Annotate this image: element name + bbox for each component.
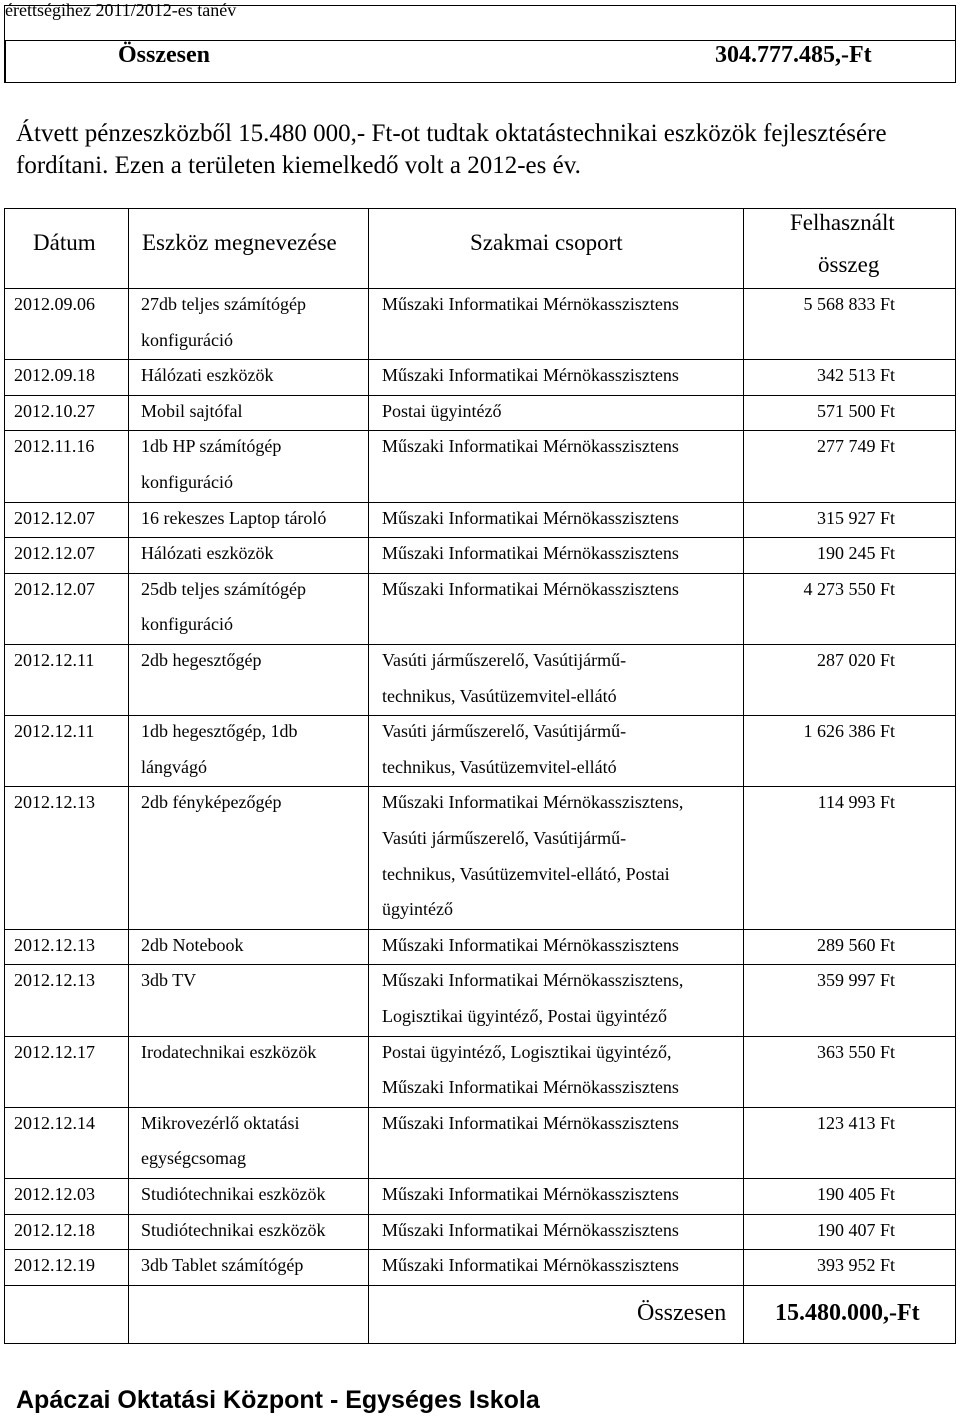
row-group: technikus, Vasútüzemvitel-ellátó (382, 685, 617, 706)
row-group: Műszaki Informatikai Mérnökasszisztens (382, 578, 679, 599)
row-device: konfiguráció (141, 472, 233, 492)
row-amount: 359 997 Ft (816, 970, 895, 991)
row-date: 2012.12.03 (14, 1184, 95, 1204)
row-date: 2012.12.07 (14, 543, 95, 564)
row-date: 2012.12.18 (14, 1219, 95, 1240)
row-device: 1db hegesztőgép, 1db (141, 721, 298, 742)
row-group: Postai ügyintéző, Logisztikai ügyintéző, (382, 1041, 672, 1062)
row-amount: 5 568 833 Ft (803, 294, 895, 314)
row-date: 2012.12.07 (14, 507, 95, 528)
row-date: 2012.12.11 (14, 721, 95, 742)
row-amount: 393 952 Ft (816, 1255, 895, 1276)
row-device: 25db teljes számítógép (141, 578, 306, 599)
row-date: 2012.12.13 (14, 934, 95, 955)
row-device: Mikrovezérlő oktatási (141, 1112, 300, 1133)
header-strip: érettségihez 2011/2012-es tanév (5, 0, 237, 20)
row-device: konfiguráció (141, 329, 233, 350)
row-amount: 342 513 Ft (816, 365, 895, 386)
row-group: Műszaki Informatikai Mérnökasszisztens (382, 1255, 679, 1276)
row-amount: 123 413 Ft (816, 1112, 895, 1133)
row-group: Műszaki Informatikai Mérnökasszisztens (382, 1112, 679, 1133)
row-date: 2012.12.07 (14, 578, 95, 599)
row-device: lángvágó (141, 756, 207, 777)
row-device: 2db Notebook (141, 934, 244, 955)
row-date: 2012.09.06 (14, 294, 95, 314)
row-amount: 1 626 386 Ft (803, 721, 895, 742)
row-device: Mobil sajtófal (141, 400, 243, 421)
row-amount: 363 550 Ft (816, 1041, 895, 1062)
row-group: Vasúti járműszerelő, Vasútijármű- (382, 828, 627, 848)
row-device: Hálózati eszközök (141, 365, 274, 386)
row-group: Műszaki Informatikai Mérnökasszisztens (382, 294, 679, 314)
row-group: technikus, Vasútüzemvitel-ellátó (382, 756, 617, 777)
row-group: Műszaki Informatikai Mérnökasszisztens (382, 436, 679, 457)
row-date: 2012.11.16 (14, 436, 95, 457)
row-group: Műszaki Informatikai Mérnökasszisztens (382, 507, 679, 528)
row-device: 27db teljes számítógép (141, 294, 306, 314)
row-group: Műszaki Informatikai Mérnökasszisztens, (382, 970, 684, 991)
row-date: 2012.12.13 (14, 970, 95, 991)
row-amount: 315 927 Ft (816, 507, 895, 528)
row-date: 2012.12.11 (14, 650, 95, 670)
row-amount: 190 245 Ft (816, 543, 895, 564)
row-device: egységcsomag (141, 1148, 246, 1169)
top-total-label: Összesen (118, 42, 210, 68)
row-group: Műszaki Informatikai Mérnökasszisztens (382, 1219, 679, 1240)
row-group: Műszaki Informatikai Mérnökasszisztens (382, 1184, 679, 1204)
row-date: 2012.12.17 (14, 1041, 95, 1062)
row-device: konfiguráció (141, 614, 233, 635)
row-group: Műszaki Informatikai Mérnökasszisztens (382, 1077, 679, 1098)
table-total-value: 15.480.000,-Ft (775, 1300, 920, 1326)
row-amount: 277 749 Ft (816, 436, 895, 457)
row-device: 16 rekeszes Laptop tároló (141, 507, 327, 528)
table-total-label: Összesen (637, 1300, 727, 1326)
row-device: Irodatechnikai eszközök (141, 1041, 317, 1062)
top-total-value: 304.777.485,-Ft (715, 42, 872, 68)
row-group: technikus, Vasútüzemvitel-ellátó, Postai (382, 863, 670, 884)
row-group: Műszaki Informatikai Mérnökasszisztens (382, 365, 679, 386)
row-amount: 289 560 Ft (816, 934, 895, 955)
intro-paragraph: Átvett pénzeszközből 15.480 000,- Ft-ot tudtak oktatástechnikai eszközök fejlesztésére fordítani. Ezen a területen kiemelkedő volt a 2012-es év. (16, 120, 887, 179)
row-amount: 287 020 Ft (816, 650, 895, 670)
row-group: ügyintéző (382, 899, 453, 920)
row-group: Vasúti járműszerelő, Vasútijármű- (382, 650, 627, 670)
row-date: 2012.12.13 (14, 792, 95, 813)
row-amount: 190 405 Ft (816, 1184, 895, 1204)
row-device: 2db hegesztőgép (141, 650, 262, 670)
header-device: Eszköz megnevezése (142, 230, 337, 255)
header-amount-line1: Felhasznált (790, 210, 895, 235)
header-group: Szakmai csoport (470, 230, 623, 255)
row-group: Műszaki Informatikai Mérnökasszisztens, (382, 792, 684, 813)
row-date: 2012.12.19 (14, 1255, 95, 1276)
row-amount: 114 993 Ft (817, 792, 895, 813)
row-device: Studiótechnikai eszközök (141, 1219, 326, 1240)
row-device: Hálózati eszközök (141, 543, 274, 564)
row-date: 2012.10.27 (14, 400, 95, 421)
header-amount-line2: összeg (818, 252, 880, 277)
row-device: 3db Tablet számítógép (141, 1255, 304, 1276)
row-device: 2db fényképezőgép (141, 792, 282, 813)
row-device: 3db TV (141, 970, 197, 991)
header-date: Dátum (33, 230, 96, 255)
row-amount: 571 500 Ft (816, 400, 895, 421)
row-group: Postai ügyintéző (382, 400, 502, 421)
row-date: 2012.12.14 (14, 1112, 95, 1133)
row-date: 2012.09.18 (14, 365, 95, 386)
row-device: 1db HP számítógép (141, 436, 282, 457)
row-group: Vasúti járműszerelő, Vasútijármű- (382, 721, 627, 742)
row-amount: 4 273 550 Ft (803, 578, 895, 599)
row-group: Műszaki Informatikai Mérnökasszisztens (382, 543, 679, 564)
row-group: Logisztikai ügyintéző, Postai ügyintéző (382, 1006, 667, 1026)
row-amount: 190 407 Ft (816, 1219, 895, 1240)
row-device: Studiótechnikai eszközök (141, 1184, 326, 1204)
footer-school-name: Apáczai Oktatási Központ - Egységes Iskola (16, 1386, 540, 1414)
row-group: Műszaki Informatikai Mérnökasszisztens (382, 934, 679, 955)
